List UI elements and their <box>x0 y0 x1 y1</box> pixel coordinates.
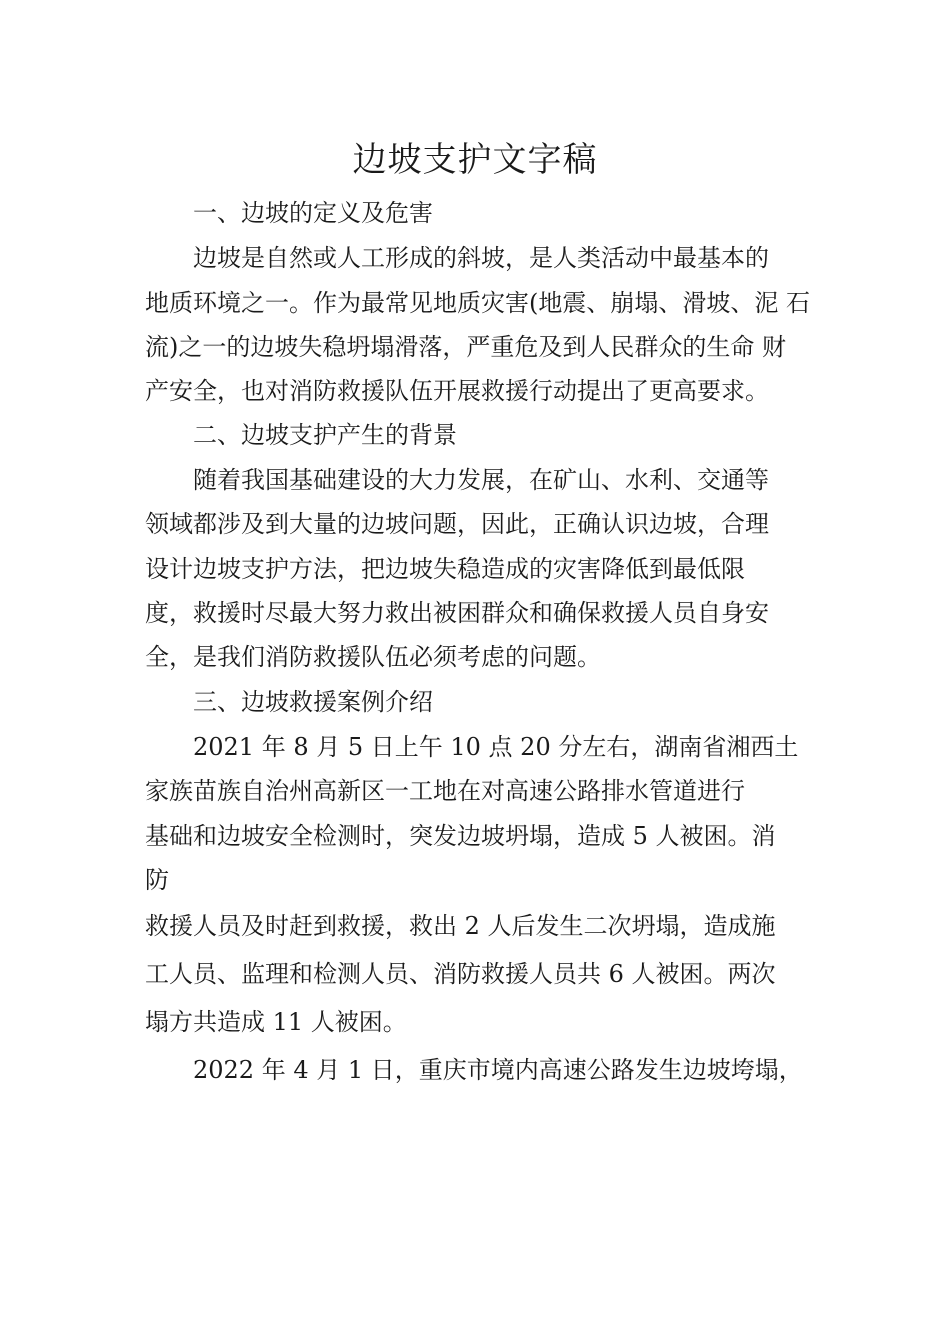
paragraph-line: 地质环境之一。作为最常见地质灾害(地震、崩塌、滑坡、泥 石 <box>145 289 810 317</box>
paragraph-line: 度，救援时尽最大努力救出被困群众和确保救援人员自身安 <box>145 599 769 627</box>
paragraph-line: 工人员、监理和检测人员、消防救援人员共 6 人被困。两次 <box>145 960 776 988</box>
paragraph-line: 流)之一的边坡失稳坍塌滑落，严重危及到人民群众的生命 财 <box>145 333 786 361</box>
paragraph-line: 边坡是自然或人工形成的斜坡，是人类活动中最基本的 <box>193 244 769 272</box>
paragraph-line: 随着我国基础建设的大力发展，在矿山、水利、交通等 <box>193 466 769 494</box>
paragraph-line: 基础和边坡安全检测时，突发边坡坍塌，造成 5 人被困。消 <box>145 822 776 850</box>
paragraph-line: 塌方共造成 11 人被困。 <box>145 1008 407 1036</box>
paragraph-line: 救援人员及时赶到救援，救出 2 人后发生二次坍塌，造成施 <box>145 912 776 940</box>
paragraph-line: 家族苗族自治州高新区一工地在对高速公路排水管道进行 <box>145 777 745 805</box>
document-title: 边坡支护文字稿 <box>352 140 598 180</box>
paragraph-line: 全，是我们消防救援队伍必须考虑的问题。 <box>145 643 601 671</box>
paragraph-line: 防 <box>145 866 169 894</box>
paragraph-line: 2022 年 4 月 1 日，重庆市境内高速公路发生边坡垮塌， <box>193 1056 803 1084</box>
paragraph-line: 领域都涉及到大量的边坡问题，因此，正确认识边坡，合理 <box>145 510 769 538</box>
paragraph-line: 产安全，也对消防救援队伍开展救援行动提出了更高要求。 <box>145 377 769 405</box>
paragraph-line: 设计边坡支护方法，把边坡失稳造成的灾害降低到最低限 <box>145 555 745 583</box>
section-heading-2: 二、边坡支护产生的背景 <box>193 421 457 449</box>
section-heading-1: 一、边坡的定义及危害 <box>193 199 433 227</box>
section-heading-3: 三、边坡救援案例介绍 <box>193 688 433 716</box>
paragraph-line: 2021 年 8 月 5 日上午 10 点 20 分左右，湖南省湘西土 <box>193 733 799 761</box>
